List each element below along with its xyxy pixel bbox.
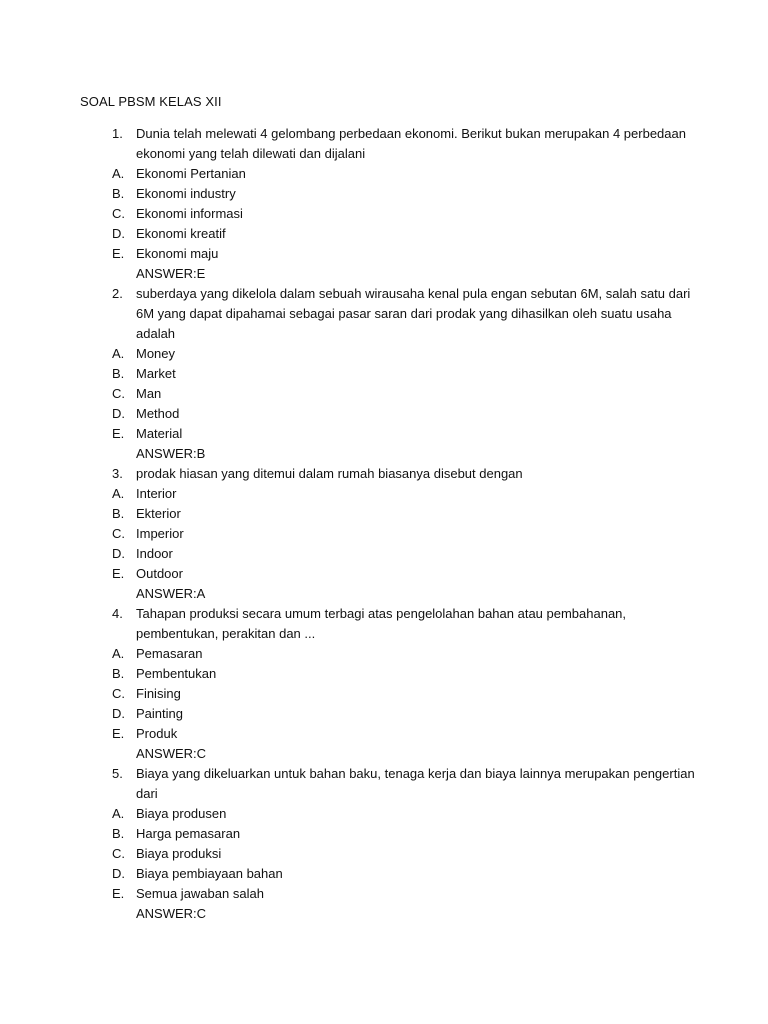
option-text: Pembentukan — [136, 666, 217, 681]
answer-option — [0, 384, 768, 404]
question-number: 1. — [112, 126, 123, 141]
option-letter: C. — [112, 526, 125, 541]
answer-option — [0, 864, 768, 884]
answer-key — [0, 584, 768, 604]
option-text: Painting — [136, 706, 183, 721]
option-letter: E. — [112, 246, 125, 261]
answer-option — [0, 564, 768, 584]
option-text: Outdoor — [136, 566, 183, 581]
answer-key — [0, 444, 768, 464]
answer-option — [0, 364, 768, 384]
question-stem-line — [0, 284, 768, 304]
option-letter: E. — [112, 726, 125, 741]
option-text: Biaya produsen — [136, 806, 227, 821]
option-text: Pemasaran — [136, 646, 203, 661]
answer-option — [0, 544, 768, 564]
option-text: Ekonomi Pertanian — [136, 166, 246, 181]
answer-option — [0, 424, 768, 444]
option-letter: E. — [112, 886, 125, 901]
question-text: Tahapan produksi secara umum terbagi atas pengelolahan bahan atau pembahanan, — [136, 606, 627, 621]
option-letter: D. — [112, 706, 125, 721]
option-text: Produk — [136, 726, 178, 741]
option-letter: B. — [112, 506, 125, 521]
answer-option — [0, 704, 768, 724]
option-letter: D. — [112, 406, 125, 421]
option-letter: A. — [112, 166, 125, 181]
question-number: 4. — [112, 606, 123, 621]
option-text: Biaya produksi — [136, 846, 222, 861]
option-letter: C. — [112, 686, 125, 701]
option-text: Indoor — [136, 546, 173, 561]
answer-key-text: ANSWER:C — [136, 746, 207, 761]
answer-option — [0, 844, 768, 864]
option-text: Man — [136, 386, 162, 401]
answer-key-text: ANSWER:A — [136, 586, 206, 601]
option-letter: C. — [112, 846, 125, 861]
answer-option — [0, 504, 768, 524]
option-text: Material — [136, 426, 183, 441]
option-text: Method — [136, 406, 180, 421]
question-text: Dunia telah melewati 4 gelombang perbedaan ekonomi. Berikut bukan merupakan 4 perbedaan — [136, 126, 686, 141]
option-letter: C. — [112, 386, 125, 401]
option-letter: B. — [112, 186, 125, 201]
answer-option — [0, 164, 768, 184]
answer-option — [0, 344, 768, 364]
question-number: 2. — [112, 286, 123, 301]
answer-key — [0, 264, 768, 284]
option-text: Ekterior — [136, 506, 181, 521]
option-text: Finising — [136, 686, 181, 701]
answer-key-text: ANSWER:B — [136, 446, 206, 461]
option-letter: C. — [112, 206, 125, 221]
answer-option — [0, 184, 768, 204]
option-letter: D. — [112, 226, 125, 241]
question-stem-line — [0, 764, 768, 784]
answer-option — [0, 724, 768, 744]
option-text: Biaya pembiayaan bahan — [136, 866, 283, 881]
option-letter: A. — [112, 806, 125, 821]
option-letter: D. — [112, 546, 125, 561]
question-text: pembentukan, perakitan dan ... — [136, 626, 316, 641]
option-letter: E. — [112, 426, 125, 441]
option-text: Interior — [136, 486, 177, 501]
answer-option — [0, 824, 768, 844]
question-stem-continuation — [0, 624, 768, 644]
answer-option — [0, 804, 768, 824]
option-text: Ekonomi kreatif — [136, 226, 226, 241]
question-list — [0, 124, 768, 924]
document-title: SOAL PBSM KELAS XII — [80, 94, 222, 109]
option-letter: D. — [112, 866, 125, 881]
question-text: dari — [136, 786, 158, 801]
option-letter: B. — [112, 826, 125, 841]
option-text: Harga pemasaran — [136, 826, 241, 841]
answer-option — [0, 204, 768, 224]
answer-key — [0, 744, 768, 764]
question-stem-line — [0, 124, 768, 144]
question-stem-continuation — [0, 144, 768, 164]
answer-option — [0, 484, 768, 504]
answer-key-text: ANSWER:E — [136, 266, 206, 281]
answer-option — [0, 224, 768, 244]
question-text: 6M yang dapat dipahamai sebagai pasar saran dari prodak yang dihasilkan oleh suatu usaha — [136, 306, 672, 321]
option-letter: B. — [112, 666, 125, 681]
question-text: ekonomi yang telah dilewati dan dijalani — [136, 146, 366, 161]
option-text: Money — [136, 346, 176, 361]
question-text: Biaya yang dikeluarkan untuk bahan baku, tenaga kerja dan biaya lainnya merupakan pengertian — [136, 766, 695, 781]
answer-option — [0, 644, 768, 664]
question-number: 5. — [112, 766, 123, 781]
option-text: Ekonomi informasi — [136, 206, 243, 221]
option-letter: E. — [112, 566, 125, 581]
answer-option — [0, 404, 768, 424]
option-text: Semua jawaban salah — [136, 886, 264, 901]
option-text: Ekonomi maju — [136, 246, 219, 261]
question-stem-line — [0, 464, 768, 484]
question-stem-continuation — [0, 784, 768, 804]
option-text: Imperior — [136, 526, 184, 541]
question-text: suberdaya yang dikelola dalam sebuah wirausaha kenal pula engan sebutan 6M, salah satu dari — [136, 286, 691, 301]
answer-option — [0, 664, 768, 684]
question-stem-continuation — [0, 304, 768, 324]
answer-option — [0, 884, 768, 904]
option-letter: B. — [112, 366, 125, 381]
question-stem-line — [0, 604, 768, 624]
option-letter: A. — [112, 486, 125, 501]
answer-key — [0, 904, 768, 924]
option-text: Ekonomi industry — [136, 186, 236, 201]
answer-option — [0, 524, 768, 544]
option-letter: A. — [112, 646, 125, 661]
question-stem-continuation — [0, 324, 768, 344]
answer-option — [0, 684, 768, 704]
option-letter: A. — [112, 346, 125, 361]
option-text: Market — [136, 366, 176, 381]
question-text: prodak hiasan yang ditemui dalam rumah biasanya disebut dengan — [136, 466, 523, 481]
question-text: adalah — [136, 326, 176, 341]
answer-key-text: ANSWER:C — [136, 906, 207, 921]
question-number: 3. — [112, 466, 123, 481]
answer-option — [0, 244, 768, 264]
